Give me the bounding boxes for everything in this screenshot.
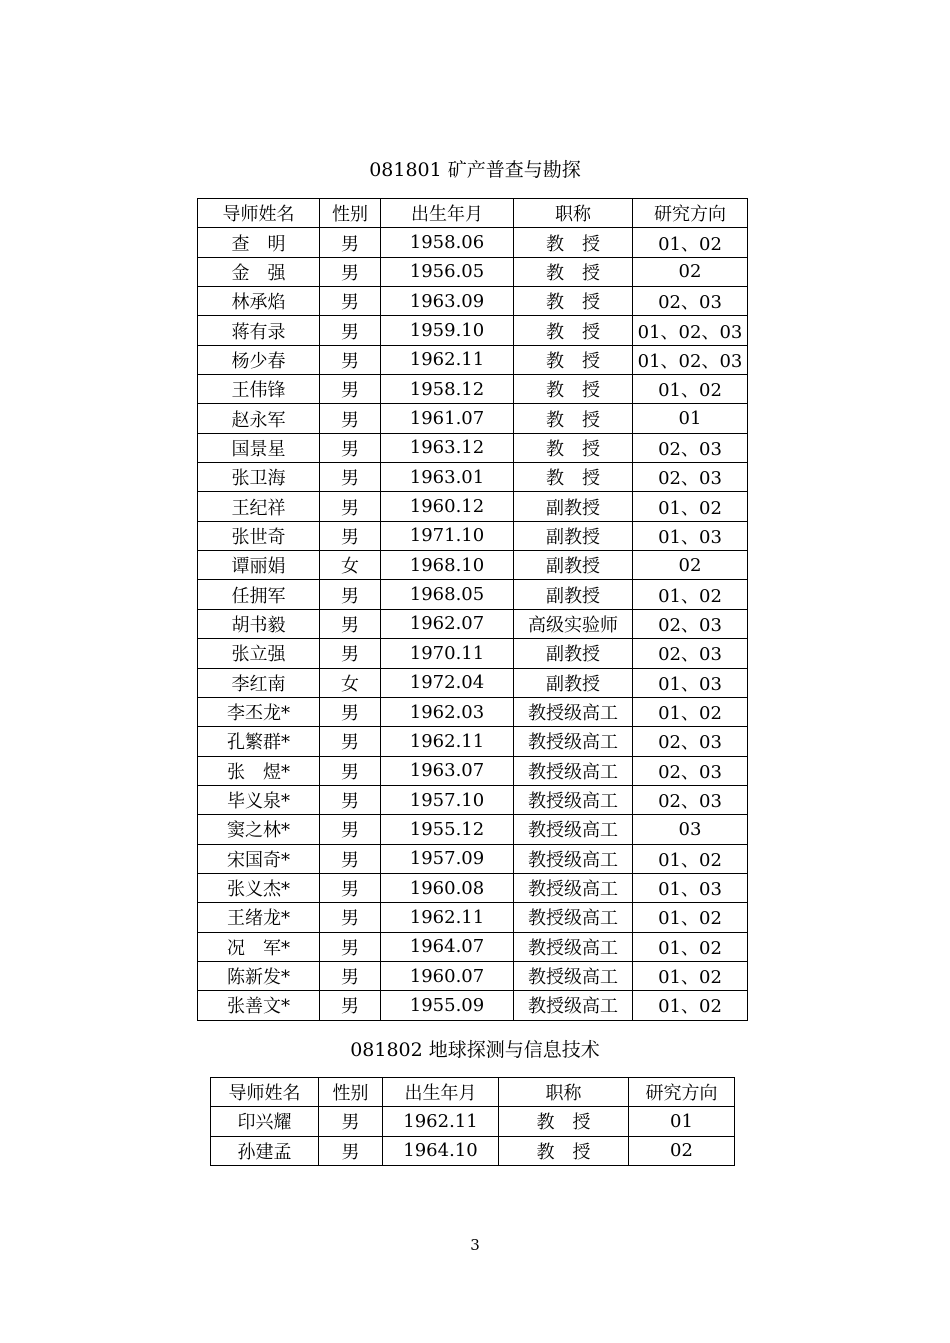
- cell-birth-date: 1962.11: [383, 1107, 499, 1136]
- cell-birth-date: 1972.04: [381, 668, 514, 697]
- cell-title: 教授级高工: [514, 903, 633, 932]
- cell-birth-date: 1964.07: [381, 932, 514, 961]
- header-gender: 性别: [320, 199, 381, 228]
- cell-gender: 男: [320, 492, 381, 521]
- cell-research-direction: 01、03: [633, 668, 748, 697]
- cell-title: 副教授: [514, 580, 633, 609]
- table-row: [198, 727, 748, 756]
- table-row: [198, 639, 748, 668]
- cell-research-direction: 01、02: [633, 844, 748, 873]
- cell-title: 教 授: [514, 404, 633, 433]
- table-row: [198, 433, 748, 462]
- cell-research-direction: 01、03: [633, 873, 748, 902]
- cell-title: 教 授: [514, 287, 633, 316]
- cell-birth-date: 1962.11: [381, 345, 514, 374]
- cell-advisor-name: 王纪祥: [198, 492, 320, 521]
- cell-research-direction: 01、02: [633, 991, 748, 1020]
- faculty-table-body: [211, 1107, 735, 1166]
- table-row: [198, 844, 748, 873]
- cell-gender: 男: [320, 609, 381, 638]
- cell-advisor-name: 林承焰: [198, 287, 320, 316]
- cell-birth-date: 1968.10: [381, 551, 514, 580]
- cell-research-direction: 02、03: [633, 756, 748, 785]
- cell-gender: 男: [319, 1136, 383, 1165]
- cell-birth-date: 1963.09: [381, 287, 514, 316]
- cell-gender: 男: [320, 932, 381, 961]
- cell-advisor-name: 张卫海: [198, 463, 320, 492]
- cell-advisor-name: 李丕龙*: [198, 697, 320, 726]
- cell-birth-date: 1958.06: [381, 228, 514, 257]
- header-gender: 性别: [319, 1078, 383, 1107]
- cell-research-direction: 02: [629, 1136, 735, 1165]
- table-row: [198, 345, 748, 374]
- cell-research-direction: 02、03: [633, 609, 748, 638]
- section-title-mineral-survey: 081801 矿产普查与勘探: [369, 159, 581, 181]
- cell-advisor-name: 李红南: [198, 668, 320, 697]
- table-row: [198, 756, 748, 785]
- table-row: [198, 521, 748, 550]
- table-row: [198, 815, 748, 844]
- cell-title: 教授级高工: [514, 961, 633, 990]
- cell-advisor-name: 谭丽娟: [198, 551, 320, 580]
- cell-advisor-name: 王绪龙*: [198, 903, 320, 932]
- page-number: 3: [470, 1236, 480, 1254]
- cell-research-direction: 02、03: [633, 727, 748, 756]
- cell-birth-date: 1955.12: [381, 815, 514, 844]
- cell-birth-date: 1960.08: [381, 873, 514, 902]
- cell-gender: 女: [320, 551, 381, 580]
- cell-birth-date: 1957.10: [381, 785, 514, 814]
- cell-title: 教 授: [514, 228, 633, 257]
- cell-gender: 男: [320, 639, 381, 668]
- table-row: [198, 257, 748, 286]
- cell-research-direction: 02: [633, 257, 748, 286]
- cell-birth-date: 1956.05: [381, 257, 514, 286]
- cell-research-direction: 01、02: [633, 492, 748, 521]
- table-header-row: [198, 199, 748, 228]
- cell-gender: 男: [319, 1107, 383, 1136]
- table-row: [198, 609, 748, 638]
- cell-title: 教授级高工: [514, 815, 633, 844]
- cell-birth-date: 1959.10: [381, 316, 514, 345]
- cell-research-direction: 01、02: [633, 580, 748, 609]
- cell-birth-date: 1962.07: [381, 609, 514, 638]
- cell-advisor-name: 王伟锋: [198, 375, 320, 404]
- cell-birth-date: 1960.07: [381, 961, 514, 990]
- cell-advisor-name: 金 强: [198, 257, 320, 286]
- cell-title: 副教授: [514, 668, 633, 697]
- cell-advisor-name: 毕义泉*: [198, 785, 320, 814]
- cell-birth-date: 1968.05: [381, 580, 514, 609]
- cell-birth-date: 1960.12: [381, 492, 514, 521]
- cell-title: 教 授: [514, 257, 633, 286]
- table-row: [198, 903, 748, 932]
- cell-title: 副教授: [514, 521, 633, 550]
- cell-birth-date: 1962.11: [381, 727, 514, 756]
- cell-advisor-name: 查 明: [198, 228, 320, 257]
- cell-advisor-name: 杨少春: [198, 345, 320, 374]
- cell-advisor-name: 宋国奇*: [198, 844, 320, 873]
- table-row: [198, 287, 748, 316]
- cell-gender: 男: [320, 433, 381, 462]
- cell-gender: 男: [320, 844, 381, 873]
- cell-advisor-name: 张 煜*: [198, 756, 320, 785]
- cell-research-direction: 01、02: [633, 697, 748, 726]
- cell-birth-date: 1962.11: [381, 903, 514, 932]
- cell-advisor-name: 窦之林*: [198, 815, 320, 844]
- table-row: [198, 551, 748, 580]
- cell-advisor-name: 国景星: [198, 433, 320, 462]
- cell-advisor-name: 况 军*: [198, 932, 320, 961]
- cell-advisor-name: 张义杰*: [198, 873, 320, 902]
- cell-gender: 男: [320, 375, 381, 404]
- header-title: 职称: [514, 199, 633, 228]
- table-row: [198, 961, 748, 990]
- cell-research-direction: 01、02: [633, 903, 748, 932]
- cell-advisor-name: 赵永军: [198, 404, 320, 433]
- cell-advisor-name: 张善文*: [198, 991, 320, 1020]
- cell-gender: 女: [320, 668, 381, 697]
- cell-title: 副教授: [514, 639, 633, 668]
- cell-advisor-name: 任拥军: [198, 580, 320, 609]
- cell-research-direction: 01、02: [633, 375, 748, 404]
- cell-advisor-name: 张世奇: [198, 521, 320, 550]
- cell-research-direction: 01、03: [633, 521, 748, 550]
- cell-title: 教 授: [514, 375, 633, 404]
- cell-gender: 男: [320, 991, 381, 1020]
- cell-title: 教授级高工: [514, 756, 633, 785]
- cell-title: 教 授: [514, 463, 633, 492]
- header-research-direction: 研究方向: [633, 199, 748, 228]
- cell-research-direction: 01、02: [633, 961, 748, 990]
- cell-title: 教 授: [514, 433, 633, 462]
- table-row: [198, 932, 748, 961]
- faculty-table-body: [198, 228, 748, 1020]
- cell-gender: 男: [320, 228, 381, 257]
- table-row: [198, 873, 748, 902]
- cell-research-direction: 01、02、03: [633, 316, 748, 345]
- cell-research-direction: 02、03: [633, 785, 748, 814]
- cell-title: 教授级高工: [514, 697, 633, 726]
- table-row: [198, 316, 748, 345]
- faculty-table-mineral-survey: [197, 198, 748, 1021]
- header-birth-date: 出生年月: [383, 1078, 499, 1107]
- table-row: [198, 228, 748, 257]
- header-advisor-name: 导师姓名: [211, 1078, 319, 1107]
- cell-birth-date: 1963.07: [381, 756, 514, 785]
- cell-birth-date: 1963.12: [381, 433, 514, 462]
- table-row: [211, 1136, 735, 1165]
- cell-gender: 男: [320, 404, 381, 433]
- cell-advisor-name: 陈新发*: [198, 961, 320, 990]
- cell-title: 副教授: [514, 492, 633, 521]
- cell-gender: 男: [320, 727, 381, 756]
- cell-gender: 男: [320, 873, 381, 902]
- cell-title: 教授级高工: [514, 873, 633, 902]
- cell-advisor-name: 孙建孟: [211, 1136, 319, 1165]
- cell-research-direction: 02、03: [633, 639, 748, 668]
- table-row: [198, 668, 748, 697]
- cell-birth-date: 1955.09: [381, 991, 514, 1020]
- cell-birth-date: 1957.09: [381, 844, 514, 873]
- table-row: [198, 991, 748, 1020]
- cell-gender: 男: [320, 257, 381, 286]
- cell-advisor-name: 胡书毅: [198, 609, 320, 638]
- cell-birth-date: 1962.03: [381, 697, 514, 726]
- section-title-geo-detection: 081802 地球探测与信息技术: [350, 1039, 600, 1061]
- cell-gender: 男: [320, 815, 381, 844]
- cell-research-direction: 01、02: [633, 228, 748, 257]
- cell-gender: 男: [320, 521, 381, 550]
- cell-advisor-name: 孔繁群*: [198, 727, 320, 756]
- table-row: [198, 785, 748, 814]
- cell-research-direction: 01、02、03: [633, 345, 748, 374]
- cell-birth-date: 1961.07: [381, 404, 514, 433]
- cell-gender: 男: [320, 316, 381, 345]
- cell-gender: 男: [320, 287, 381, 316]
- header-title: 职称: [499, 1078, 629, 1107]
- header-birth-date: 出生年月: [381, 199, 514, 228]
- cell-research-direction: 01: [629, 1107, 735, 1136]
- cell-title: 教 授: [514, 345, 633, 374]
- cell-title: 副教授: [514, 551, 633, 580]
- cell-title: 教授级高工: [514, 932, 633, 961]
- cell-research-direction: 02、03: [633, 463, 748, 492]
- cell-gender: 男: [320, 756, 381, 785]
- cell-research-direction: 02、03: [633, 433, 748, 462]
- cell-gender: 男: [320, 697, 381, 726]
- cell-title: 教 授: [499, 1107, 629, 1136]
- cell-title: 教授级高工: [514, 727, 633, 756]
- cell-research-direction: 03: [633, 815, 748, 844]
- cell-birth-date: 1964.10: [383, 1136, 499, 1165]
- cell-advisor-name: 印兴耀: [211, 1107, 319, 1136]
- cell-title: 教授级高工: [514, 785, 633, 814]
- cell-gender: 男: [320, 903, 381, 932]
- table-row: [198, 404, 748, 433]
- cell-birth-date: 1958.12: [381, 375, 514, 404]
- cell-title: 教 授: [499, 1136, 629, 1165]
- cell-gender: 男: [320, 961, 381, 990]
- cell-research-direction: 02: [633, 551, 748, 580]
- cell-birth-date: 1963.01: [381, 463, 514, 492]
- table-row: [211, 1107, 735, 1136]
- cell-gender: 男: [320, 785, 381, 814]
- table-row: [198, 375, 748, 404]
- cell-research-direction: 01: [633, 404, 748, 433]
- cell-research-direction: 02、03: [633, 287, 748, 316]
- cell-gender: 男: [320, 463, 381, 492]
- cell-advisor-name: 张立强: [198, 639, 320, 668]
- faculty-table-geo-detection: [210, 1077, 735, 1166]
- table-row: [198, 697, 748, 726]
- cell-research-direction: 01、02: [633, 932, 748, 961]
- header-research-direction: 研究方向: [629, 1078, 735, 1107]
- cell-title: 教授级高工: [514, 991, 633, 1020]
- cell-advisor-name: 蒋有录: [198, 316, 320, 345]
- header-advisor-name: 导师姓名: [198, 199, 320, 228]
- table-row: [198, 463, 748, 492]
- cell-title: 高级实验师: [514, 609, 633, 638]
- cell-title: 教授级高工: [514, 844, 633, 873]
- table-header-row: [211, 1078, 735, 1107]
- table-row: [198, 580, 748, 609]
- cell-birth-date: 1970.11: [381, 639, 514, 668]
- cell-gender: 男: [320, 345, 381, 374]
- table-row: [198, 492, 748, 521]
- cell-birth-date: 1971.10: [381, 521, 514, 550]
- cell-gender: 男: [320, 580, 381, 609]
- cell-title: 教 授: [514, 316, 633, 345]
